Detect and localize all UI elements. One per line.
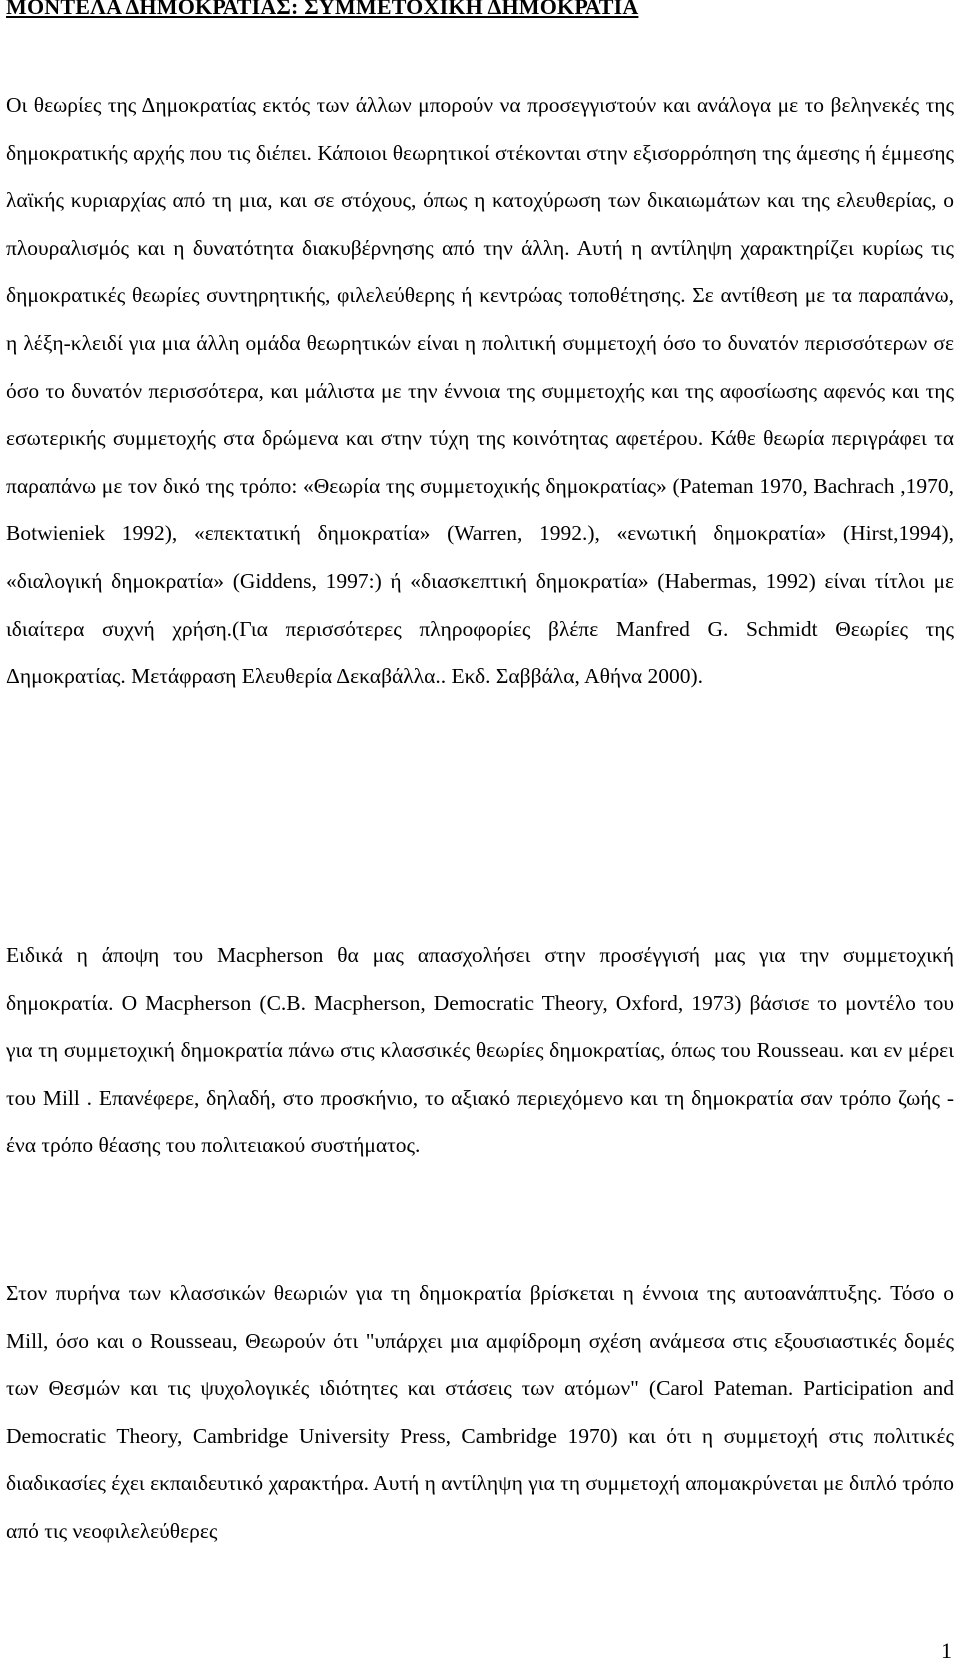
document-page <box>6 0 954 1543</box>
page-number: 1 <box>941 1638 952 1663</box>
paragraph-macpherson: Ειδικά η άποψη του Macpherson θα μας απασχολήσει στην προσέγγισή μας για την συμμετοχική δημοκρατία. O Macpherson (C.B. Macpherson, Democratic Theory, Oxford, 1973) βάσισε το μοντέλο του για τη συμμετοχική δημοκρατία πάνω στις κλασσικές θεωρίες δημοκρατίας, όπως του Rousseau. και εν μέρει του Mill . Επανέφερε, δηλαδή, στο προσκήνιο, το αξιακό περιεχόμενο και τη δημοκρατία σαν τρόπο ζωής - ένα τρόπο θέασης του πολιτειακού συστήματος. <box>6 943 954 1158</box>
paragraph-participatory-theories: Οι θεωρίες της Δημοκρατίας εκτός των άλλων μπορούν να προσεγγιστούν και ανάλογα με το βεληνεκές της δημοκρατικής αρχής που τις διέπει. Κάποιοι θεωρητικοί στέκονται στην εξισορρόπηση της άμεσης ή έμμεσης λαϊκής κυριαρχίας από τη μια, και σε στόχους, όπως η κατοχύρωση των δικαιωμάτων και της ελευθερίας, ο πλουραλισμός και η δυνατότητα διακυβέρνησης από την άλλη. Αυτή η αντίληψη χαρακτηρίζει κυρίως τις δημοκρατικές θεωρίες συντηρητικής, φιλελεύθερης ή κεντρώας τοποθέτησης. Σε αντίθεση με τα παραπάνω, η λέξη-κλειδί για μια άλλη ομάδα θεωρητικών είναι η πολιτική συμμετοχή όσο το δυνατόν περισσότερων σε όσο το δυνατόν περισσότερα, και μάλιστα με την έννοια της συμμετοχής και της αφοσίωσης αφενός και της εσωτερικής συμμετοχής στα δρώμενα και στην τύχη της κοινότητας αφετέρου. Κάθε θεωρία περιγράφει τα παραπάνω με τον δικό της τρόπο: «Θεωρία της συμμετοχικής δημοκρατίας» (Pateman 1970, Bachrach ,1970, Botwieniek 1992), «επεκτατική δημοκρατία» (Warren, 1992.), «ενωτική δημοκρατία» (Hirst,1994), «διαλογική δημοκρατία» (Giddens, 1997:) ή «διασκεπτική δημοκρατία» (Habermas, 1992) είναι τίτλοι με ιδιαίτερα συχνή χρήση.(Για περισσότερες πληροφορίες βλέπε Manfred G. Schmidt Θεωρίες της Δημοκρατίας. Μετάφραση Ελευθερία Δεκαβάλλα.. Εκδ. Σαββάλα, Αθήνα 2000). <box>6 93 954 689</box>
paragraph-self-development: Στον πυρήνα των κλασσικών θεωριών για τη δημοκρατία βρίσκεται η έννοια της αυτοανάπτυξης. Τόσο ο Mill, όσο και ο Rousseau, Θεωρούν ότι "υπάρχει μια αμφίδρομη σχέση ανάμεσα στις εξουσιαστικές δομές των Θεσμών και τις ψυχολογικές ιδιότητες και στάσεις των ατόμων" (Carol Pateman. Participation and Democratic Theory, Cambridge University Press, Cambridge 1970) και ότι η συμμετοχή στις πολιτικές διαδικασίες έχει εκπαιδευτικό χαρακτήρα. Αυτή η αντίληψη για τη συμμετοχή απομακρύνεται με διπλό τρόπο από τις νεοφιλελεύθερες <box>6 1281 954 1543</box>
document-title: ΜΟΝΤΕΛΑ ΔΗΜΟΚΡΑΤΙΑΣ: ΣΥΜΜΕΤΟΧΙΚΗ ΔΗΜΟΚΡΑΤΙΑ <box>6 0 639 19</box>
